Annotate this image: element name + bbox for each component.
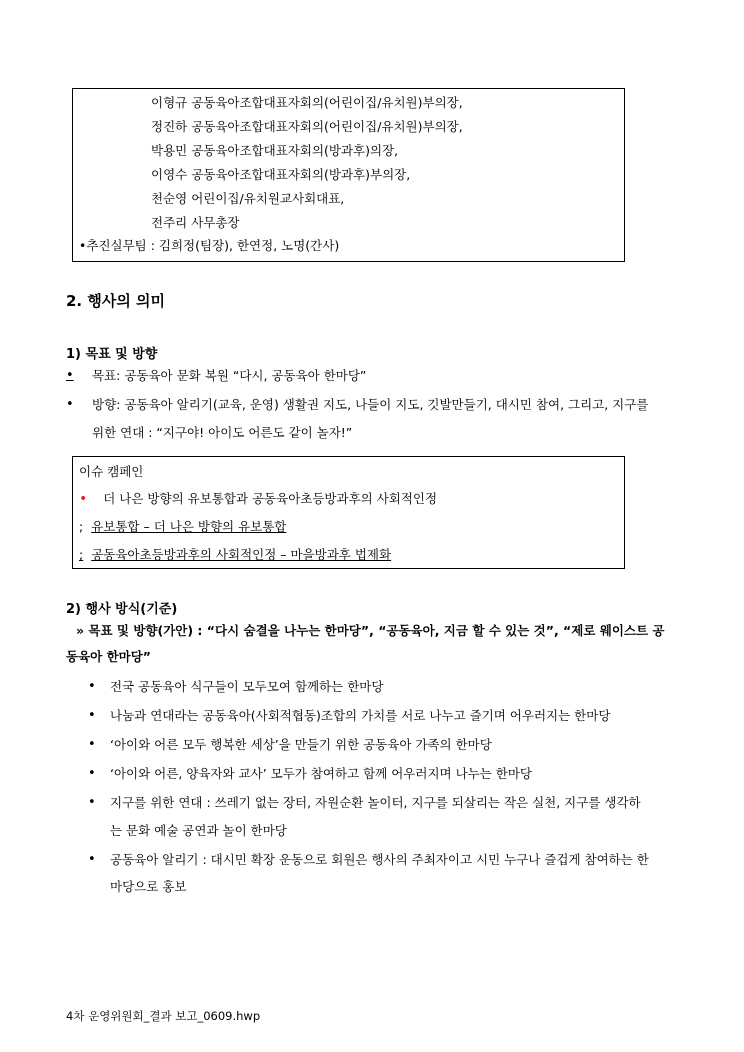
committee-line: 이영수 공동육아조합대표자회의(방과후)부의장, [151, 167, 411, 182]
committee-line: 박용민 공동육아조합대표자회의(방과후)의장, [151, 143, 399, 158]
committee-line: 이형규 공동육아조합대표자회의(어린이집/유치원)부의장, [151, 95, 463, 110]
method-lead-line2: 동육아 한마당” [66, 649, 152, 664]
issue-item-3 [79, 546, 391, 564]
issue-item-2-text: 유보통합 – 더 나은 방향의 유보통합 [91, 519, 287, 534]
issue-item-1 [79, 490, 437, 508]
method-bullet-5-line2: 는 문화 예술 공연과 놀이 한마당 [110, 823, 287, 838]
committee-line: 정진하 공동육아조합대표자회의(어린이집/유치원)부의장, [151, 119, 463, 134]
issue-item-2 [79, 518, 286, 536]
issue-item-3-text: 공동육아초등방과후의 사회적인정 – 마을방과후 법제화 [91, 547, 392, 562]
method-bullet: ‘아이와 어른 모두 행복한 세상’을 만들기 위한 공동육아 가족의 한마당 [110, 737, 492, 752]
team-line: •추진실무팀 : 김희정(팀장), 한연정, 노명(간사) [79, 238, 340, 253]
bullet-icon: • [88, 679, 96, 694]
method-bullet: 전국 공동육아 식구들이 모두모여 함께하는 한마당 [110, 679, 384, 694]
section-title: 2. 행사의 의미 [66, 292, 166, 310]
method-bullet-5-line1: 지구를 위한 연대 : 쓰레기 없는 장터, 자원순환 놀이터, 지구를 되살리는 작은 실천, 지구를 생각하 [110, 795, 641, 810]
direction-text-line1: 방향: 공동육아 알리기(교육, 운영) 생활권 지도, 나들이 지도, 깃발만들기, 대시민 참여, 그리고, 지구를 [92, 397, 649, 412]
bullet-icon: • [66, 368, 74, 383]
committee-line: 전주리 사무총장 [151, 215, 240, 230]
method-bullet: 나눔과 연대라는 공동육아(사회적협동)조합의 가치를 서로 나누고 즐기며 어우러지는 한마당 [110, 708, 611, 723]
goal-text: 목표: 공동육아 문화 복원 “다시, 공동육아 한마당” [92, 368, 367, 383]
issue-campaign-box [72, 456, 625, 569]
subsection-title-method: 2) 행사 방식(기준) [66, 602, 178, 617]
bullet-icon: • [88, 766, 96, 781]
bullet-icon: • [66, 397, 74, 412]
direction-text-line2: 위한 연대 : “지구야! 아이도 어른도 같이 놀자!” [92, 425, 353, 440]
method-bullet-6-line1: 공동육아 알리기 : 대시민 확장 운동으로 회원은 행사의 주최자이고 시민 누구나 즐겁게 참여하는 한 [110, 852, 649, 867]
red-bullet-icon: • [79, 491, 88, 507]
method-bullet-6-line2: 마당으로 홍보 [110, 879, 187, 894]
method-bullet: ‘아이와 어른, 양육자와 교사’ 모두가 참여하고 함께 어우러지며 나누는 한마당 [110, 766, 533, 781]
bullet-icon: • [88, 852, 96, 867]
bullet-icon: • [88, 708, 96, 723]
bullet-icon: • [88, 795, 96, 810]
committee-box [72, 88, 625, 262]
method-lead-line1: » 목표 및 방향(가안) : “다시 숨결을 나누는 한마당”, “공동육아, 지금 할 수 있는 것”, “제로 웨이스트 공 [76, 623, 665, 638]
issue-box-title: 이슈 캠페인 [79, 464, 144, 479]
committee-line: 천순영 어린이집/유치원교사회대표, [151, 191, 345, 206]
issue-item-prefix: ; [79, 547, 84, 562]
issue-item-prefix: ; [79, 519, 84, 534]
bullet-icon: • [88, 737, 96, 752]
footer-filename: 4차 운영위원회_결과 보고_0609.hwp [66, 1009, 261, 1023]
subsection-title-goal: 1) 목표 및 방향 [66, 347, 158, 362]
issue-item-1-text: 더 나은 방향의 유보통합과 공동육아초등방과후의 사회적인정 [103, 491, 438, 506]
